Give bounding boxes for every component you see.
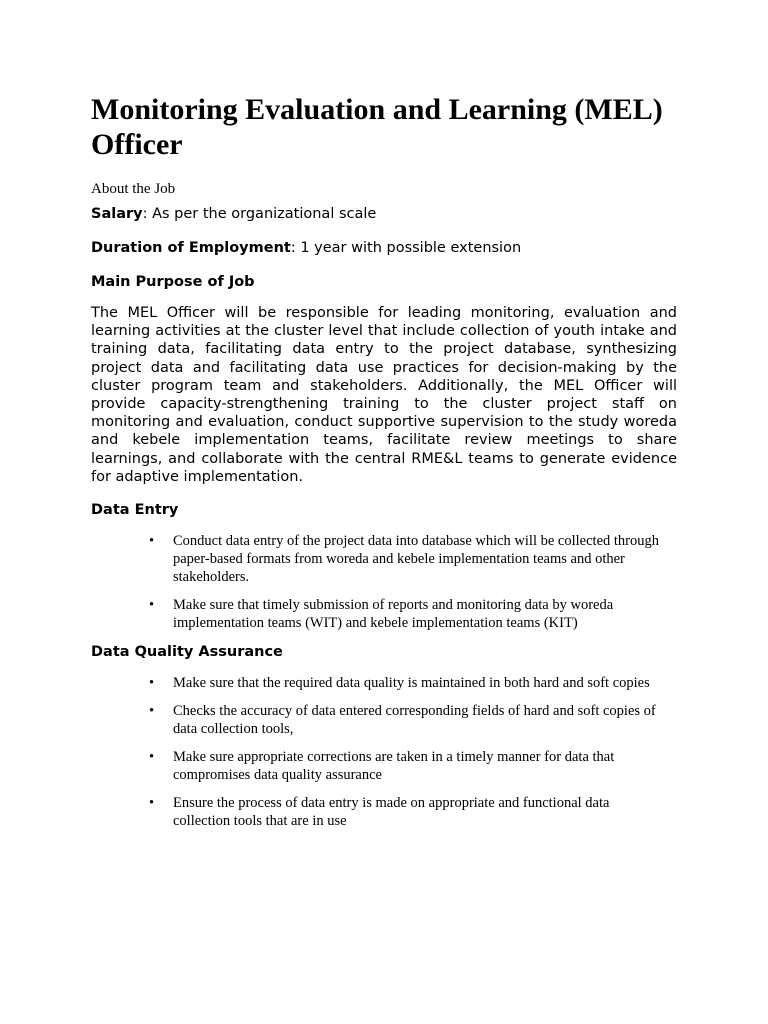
bullet-icon: •: [149, 703, 155, 720]
data-entry-heading: Data Entry: [91, 502, 179, 519]
list-item-text: Make sure appropriate corrections are taken in a timely manner for data that compromises data quality assurance: [173, 749, 615, 784]
bullet-icon: •: [149, 795, 155, 812]
list-item-text: Make sure that timely submission of reports and monitoring data by woreda implementation teams (WIT) and kebele implementation teams (KIT): [173, 597, 614, 632]
list-item: [91, 702, 677, 738]
list-item: [91, 748, 677, 784]
duration-value: : 1 year with possible extension: [290, 240, 522, 256]
list-item-text: Checks the accuracy of data entered corresponding fields of hard and soft copies of data collection tools,: [173, 703, 656, 738]
main-purpose-text: The MEL Officer will be responsible for leading monitoring, evaluation and learning activities at the cluster level that include collection of youth intake and training data, facilitating data entry to the project database, synthesizing project data and facilitating data use practices for decision-making by the cluster program team and stakeholders. Additionally, the MEL Officer will provide capacity-strengthening training to the cluster project staff on monitoring and evaluation, conduct supportive supervision to the study woreda and kebele implementation teams, facilitate review meetings to share learnings, and collaborate with the central RME&L teams to generate evidence for adaptive implementation.: [91, 305, 677, 485]
main-purpose-heading: Main Purpose of Job: [91, 274, 255, 290]
bullet-icon: •: [149, 533, 155, 550]
salary-line: [91, 204, 677, 224]
list-item: [91, 674, 677, 692]
page-title: Monitoring Evaluation and Learning (MEL) Officer: [91, 93, 663, 161]
duration-label: Duration of Employment: [91, 240, 291, 256]
list-item: [91, 596, 677, 632]
data-quality-list: [91, 674, 677, 830]
bullet-icon: •: [149, 597, 155, 614]
duration-line: [91, 238, 677, 258]
document-page: [91, 92, 677, 840]
bullet-icon: •: [149, 749, 155, 766]
salary-label: Salary: [91, 206, 143, 222]
data-quality-heading: Data Quality Assurance: [91, 644, 283, 661]
list-item: [91, 532, 677, 586]
list-item: [91, 794, 677, 830]
about-the-job-label: About the Job: [91, 181, 176, 197]
list-item-text: Ensure the process of data entry is made on appropriate and functional data collection tools that are in use: [173, 795, 610, 830]
list-item-text: Conduct data entry of the project data into database which will be collected through paper-based formats from woreda and kebele implementation teams and other stakeholders.: [173, 533, 659, 586]
list-item-text: Make sure that the required data quality is maintained in both hard and soft copies: [173, 675, 650, 692]
salary-value: : As per the organizational scale: [142, 206, 377, 222]
data-entry-list: [91, 532, 677, 632]
bullet-icon: •: [149, 675, 155, 692]
